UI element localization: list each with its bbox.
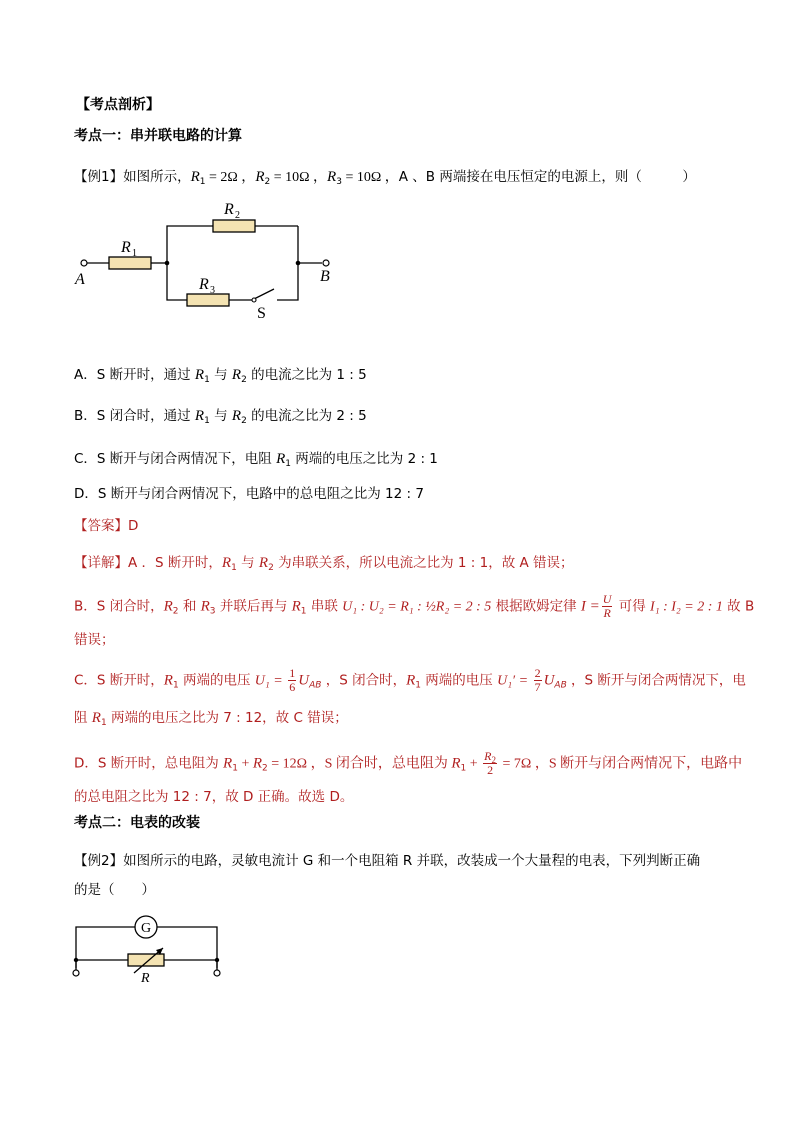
topic1-title: 考点一：串并联电路的计算: [74, 128, 242, 144]
label-b: B: [320, 268, 330, 285]
explanation-a: 【详解】A ．S 断开时，$R_1$ 与 $R_2$ 为串联关系，所以电流之比为 1 : 1，故 A 错误；: [74, 555, 574, 573]
example2-tag: 【例2】: [74, 853, 124, 869]
label-g: G: [141, 921, 152, 936]
label-r3-sub: 3: [210, 285, 215, 296]
label-r1-sub: 1: [132, 248, 137, 259]
example1-tag: 【例1】: [74, 169, 124, 185]
label-s: S: [257, 305, 266, 322]
label-r3: R: [199, 276, 209, 293]
terminal-right: [214, 970, 220, 976]
terminal-a: [81, 260, 87, 266]
resistor-r3: [187, 294, 229, 306]
circuit-diagram-1: [70, 192, 345, 327]
explanation-d-line2: 的总电阻之比为 12 : 7，故 D 正确。故选 D。: [74, 789, 354, 805]
explanation-tag: 【详解】: [74, 555, 128, 571]
explanation-c-line2: 阻 $R_1$ 两端的电压之比为 7 : 12，故 C 错误；: [74, 710, 348, 728]
answer-line: [74, 517, 138, 535]
example2-line1: 【例2】如图所示的电路，灵敏电流计 G 和一个电阻箱 R 并联，改装成一个大量程的电表，下列判断正确: [74, 853, 701, 869]
option-d: D．S 断开与闭合两情况下，电路中的总电阻之比为 12 : 7: [74, 486, 424, 502]
topic2-title: 考点二：电表的改装: [74, 815, 200, 831]
option-a: A．S 断开时，通过 $R_1$ 与 $R_2$ 的电流之比为 1 : 5: [74, 367, 367, 385]
example2-line2: 的是（ ）: [74, 882, 155, 898]
label-r2: R: [224, 201, 234, 218]
terminal-left: [73, 970, 79, 976]
example1-question: 【例1】如图所示，$R_1 = 2\Omega$ ，$R_2 = 10\Omega$ ，$R_3 = 10\Omega$ ，A 、B 两端接在电压恒定的电源上，则（ ）: [74, 169, 696, 187]
answer-tag: 【答案】: [74, 518, 128, 534]
label-r1: R: [121, 239, 131, 256]
resistor-r2: [213, 220, 255, 232]
junction-right: [296, 261, 301, 266]
explanation-b-line2: 错误；: [74, 632, 115, 648]
resistor-r1: [109, 257, 151, 269]
label-r: R: [141, 971, 150, 986]
option-b: B．S 闭合时，通过 $R_1$ 与 $R_2$ 的电流之比为 2 : 5: [74, 408, 367, 426]
explanation-b-line1: B．S 闭合时，$R_2$ 和 $R_3$ 并联后再与 $R_1$ 串联 U₁ : U₂ = R₁ : ½R₂ = 2 : 5 根据欧姆定律 I = $\frac{U}{R}$ 可得 I₁ : I₂ = 2 : 1 故 B: [74, 592, 755, 620]
switch-contact: [252, 298, 256, 302]
label-a: A: [75, 271, 85, 288]
circuit-diagram-2: [68, 910, 228, 986]
resistance-box: [128, 954, 164, 966]
explanation-d-line1: D．S 断开时，总电阻为 $R_1 + R_2 = 12\Omega$ ，S 闭合时，总电阻为 $R_1$ + $\frac{R_2}{2}$ = 7Ω ，S 断开与闭合两情况下，电路中: [74, 749, 743, 777]
terminal-b: [323, 260, 329, 266]
option-c: C．S 断开与闭合两情况下，电阻 $R_1$ 两端的电压之比为 2 : 1: [74, 451, 438, 469]
answer-value: D: [128, 518, 139, 534]
label-r2-sub: 2: [235, 210, 240, 221]
explanation-c-line1: C．S 断开时，$R_1$ 两端的电压 U₁ = $\frac{1}{6}$ $U_{AB}$ ，S 闭合时，$R_1$ 两端的电压 U₁′ = $\frac{2}{7}$ $U_{AB}$ ，S 断开与闭合两情况下，电: [74, 666, 746, 694]
section-header: 【考点剖析】: [76, 97, 160, 113]
junction-left: [165, 261, 170, 266]
